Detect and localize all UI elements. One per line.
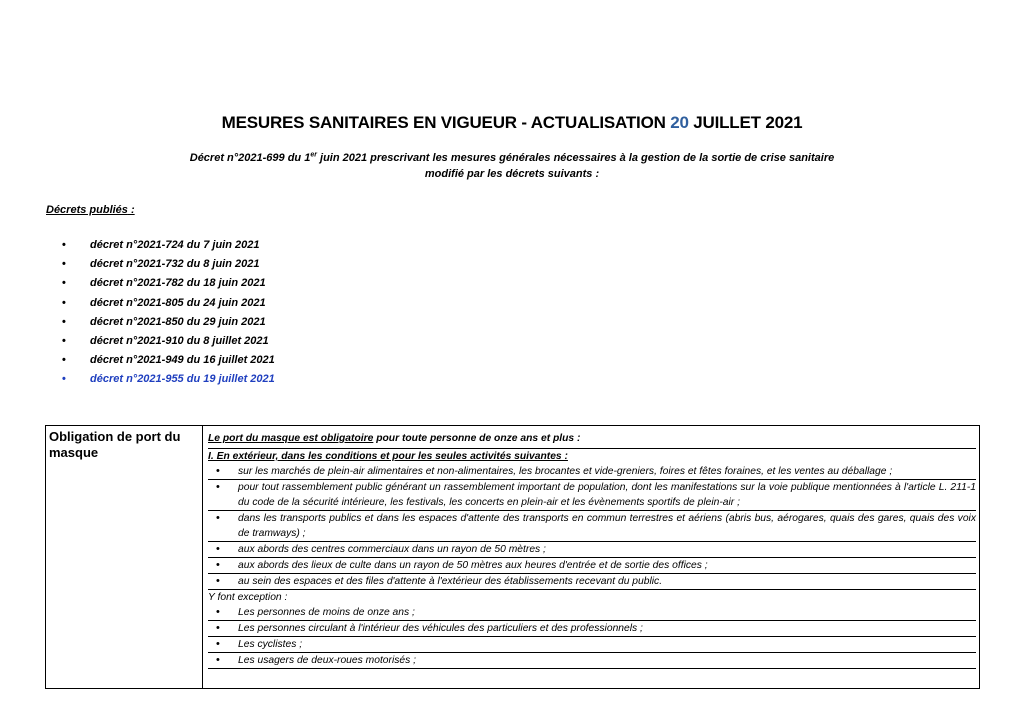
measure-label: Obligation de port du masque <box>49 429 181 460</box>
exception-item: • Les cyclistes ; <box>208 637 976 653</box>
activities-list <box>208 464 976 590</box>
decree-item: • décret n°2021-850 du 29 juin 2021 <box>60 313 275 332</box>
activity-item: • dans les transports publics et dans les espaces d'attente des transports en commun terrestres et aériens (abris bus, aérogares, quais des gares, quais des voix de tramways) ; <box>208 511 976 542</box>
activity-item: • au sein des espaces et des files d'attente à l'extérieur des établissements recevant du public. <box>208 574 976 590</box>
activity-item: • sur les marchés de plein-air alimentaires et non-alimentaires, les brocantes et vide-greniers, foires et fêtes foraines, et les ventes au déballage ; <box>208 464 976 480</box>
mask-intro <box>208 431 976 446</box>
subtitle-line2: modifié par les décrets suivants : <box>424 168 600 180</box>
title-date-highlight: 20 <box>670 113 689 132</box>
activity-item: • aux abords des lieux de culte dans un rayon de 50 mètres aux heures d'entrée et de sortie des offices ; <box>208 558 976 574</box>
decree-item-latest: • décret n°2021-955 du 19 juillet 2021 <box>60 370 275 389</box>
subtitle-line1-start: Décret n°2021-699 du 1 <box>189 152 311 164</box>
exception-item: • Les usagers de deux-roues motorisés ; <box>208 653 976 669</box>
activity-item: • aux abords des centres commerciaux dans un rayon de 50 mètres ; <box>208 542 976 558</box>
subtitle-line1-end: juin 2021 prescrivant les mesures générales nécessaires à la gestion de la sortie de crise sanitaire <box>316 152 835 164</box>
published-decrees-heading <box>46 204 135 216</box>
column-divider <box>202 426 203 688</box>
title-text-start: MESURES SANITAIRES EN VIGUEUR - ACTUALISATION <box>221 113 671 132</box>
exception-item: • Les personnes de moins de onze ans ; <box>208 605 976 621</box>
outdoor-section-heading: I. En extérieur, dans les conditions et pour les seules activités suivantes : <box>208 448 976 464</box>
activity-item: • pour tout rassemblement public générant un rassemblement important de population, dont les manifestations sur la voie publique mentionnées à l'article L. 211-1 du code de la sécurité intérieure, les festivals, les concerts en plein-air et les évènements sportifs de plein-air ; <box>208 480 976 511</box>
mask-intro-rest: pour toute personne de onze ans et plus : <box>373 433 581 444</box>
title-text-end: JUILLET 2021 <box>688 113 803 132</box>
decree-item: • décret n°2021-732 du 8 juin 2021 <box>60 255 275 274</box>
published-heading-colon: : <box>127 204 135 216</box>
exceptions-heading: Y font exception : <box>208 592 288 603</box>
document-subtitle <box>100 150 924 182</box>
decree-item: • décret n°2021-782 du 18 juin 2021 <box>60 274 275 293</box>
decree-list <box>60 236 275 390</box>
decree-item: • décret n°2021-805 du 24 juin 2021 <box>60 294 275 313</box>
document-title <box>0 113 1024 133</box>
measures-table <box>45 425 980 689</box>
decree-item: • décret n°2021-910 du 8 juillet 2021 <box>60 332 275 351</box>
decree-item: • décret n°2021-949 du 16 juillet 2021 <box>60 351 275 370</box>
exceptions-list <box>208 605 976 669</box>
published-heading-text: Décrets publiés <box>46 204 128 216</box>
measure-details <box>208 431 976 669</box>
exception-item: • Les personnes circulant à l'intérieur des véhicules des particuliers et des professionnels ; <box>208 621 976 637</box>
decree-item: • décret n°2021-724 du 7 juin 2021 <box>60 236 275 255</box>
subtitle-superscript: er <box>310 151 317 159</box>
mask-intro-underlined: Le port du masque est obligatoire <box>208 433 374 444</box>
